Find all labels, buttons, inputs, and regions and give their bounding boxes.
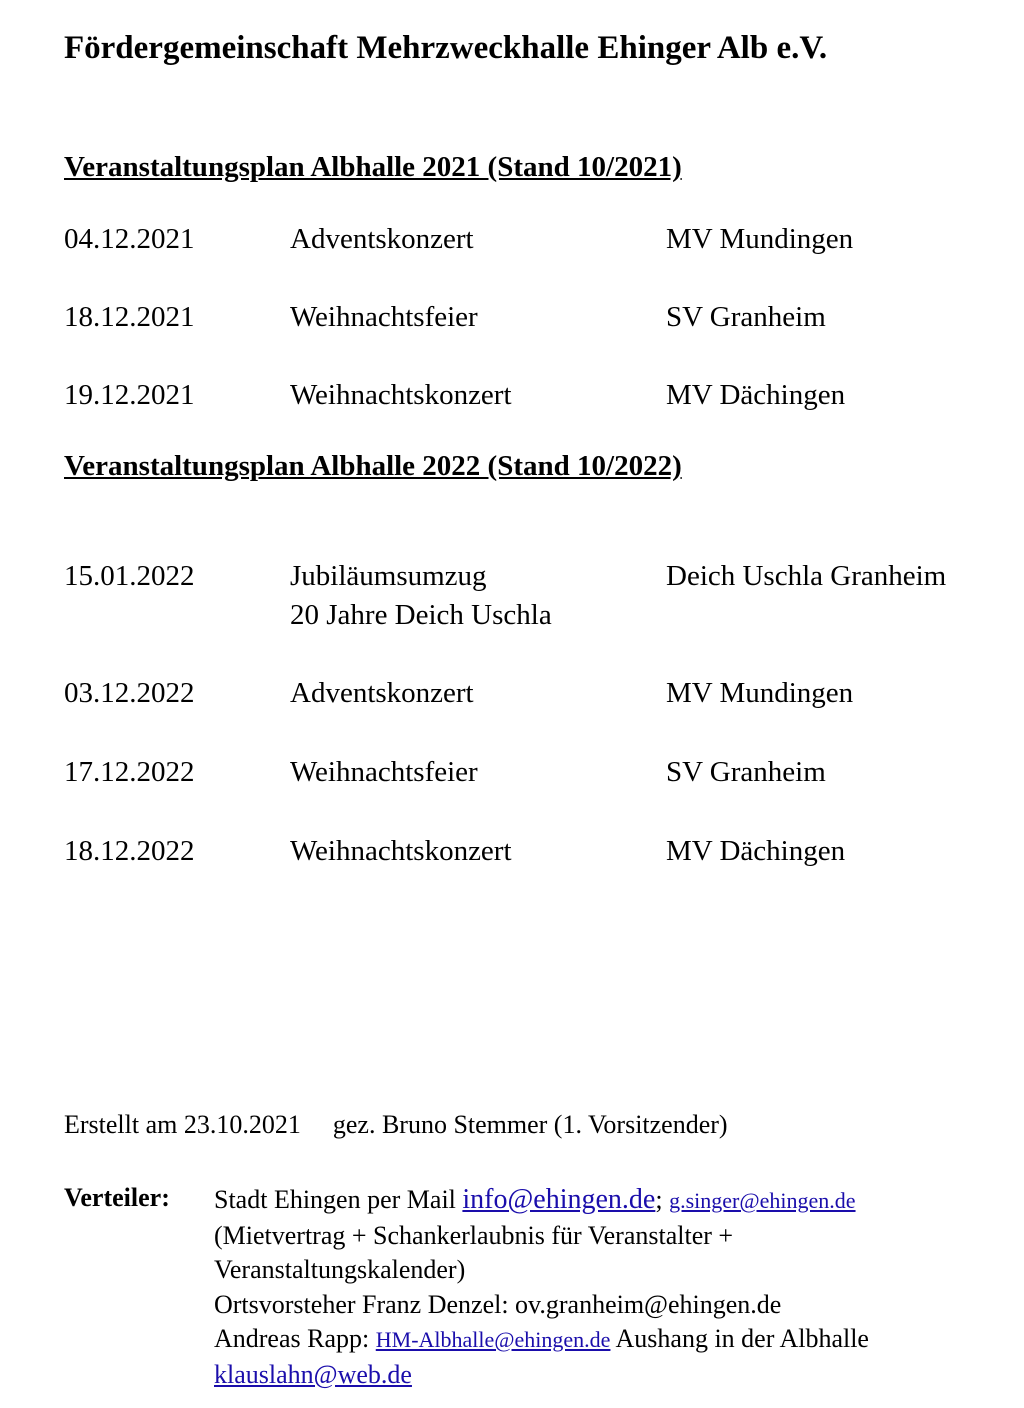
event-name: Weihnachtsfeier <box>290 301 478 333</box>
event-row <box>64 376 1024 456</box>
email-link-klauslahn[interactable]: klauslahn@web.de <box>214 1359 412 1389</box>
email-link-info[interactable]: info@ehingen.de <box>462 1184 656 1215</box>
distribution-line <box>214 1358 869 1393</box>
event-name: Adventskonzert <box>290 223 474 255</box>
event-row <box>64 832 1024 912</box>
event-organizer: SV Granheim <box>666 756 826 788</box>
distribution-line: (Mietvertrag + Schankerlaubnis für Veranstalter + <box>214 1220 734 1250</box>
created-line <box>64 1110 728 1140</box>
event-date: 15.01.2022 <box>64 560 195 592</box>
event-organizer: MV Mundingen <box>666 223 854 255</box>
event-organizer: MV Mundingen <box>666 677 854 709</box>
event-organizer: SV Granheim <box>666 301 826 333</box>
event-date: 19.12.2021 <box>64 379 195 411</box>
event-date: 18.12.2022 <box>64 835 195 867</box>
distribution-line <box>214 1322 869 1358</box>
section-heading-2022: Veranstaltungsplan Albhalle 2022 (Stand 10/2022) <box>64 450 682 482</box>
distribution-text: Stadt Ehingen per Mail <box>214 1185 463 1214</box>
event-name-line2: 20 Jahre Deich Uschla <box>290 599 552 631</box>
document-title: Fördergemeinschaft Mehrzweckhalle Ehinger Alb e.V. <box>64 30 828 66</box>
event-row <box>64 298 1024 378</box>
distribution-text: Andreas Rapp: <box>214 1324 376 1353</box>
event-name: Weihnachtsfeier <box>290 756 478 788</box>
distribution-line <box>214 1183 869 1219</box>
distribution-label: Verteiler: <box>64 1183 170 1212</box>
event-organizer: MV Dächingen <box>666 379 846 411</box>
event-organizer: Deich Uschla Granheim <box>666 560 947 592</box>
event-name: Weihnachtskonzert <box>290 835 512 867</box>
email-link-albhalle[interactable]: HM-Albhalle@ehingen.de <box>375 1327 611 1352</box>
event-row <box>64 557 1024 637</box>
event-row <box>64 674 1024 754</box>
event-date: 18.12.2021 <box>64 301 195 333</box>
event-date: 17.12.2022 <box>64 756 195 788</box>
event-name: Adventskonzert <box>290 677 474 709</box>
email-link-singer[interactable]: g.singer@ehingen.de <box>669 1188 856 1213</box>
event-date: 03.12.2022 <box>64 677 195 709</box>
event-name: Jubiläumsumzug <box>290 560 487 592</box>
distribution-line: Veranstaltungskalender) <box>214 1255 466 1284</box>
signature: gez. Bruno Stemmer (1. Vorsitzender) <box>332 1110 728 1139</box>
event-row <box>64 220 1024 300</box>
distribution-line: Ortsvorsteher Franz Denzel: ov.granheim@ehingen.de <box>214 1289 782 1319</box>
created-date: Erstellt am 23.10.2021 <box>64 1110 301 1139</box>
event-date: 04.12.2021 <box>64 223 195 255</box>
section-heading-2021: Veranstaltungsplan Albhalle 2021 (Stand 10/2021) <box>64 151 682 183</box>
separator: ; <box>655 1185 670 1214</box>
event-organizer: MV Dächingen <box>666 835 846 867</box>
event-name: Weihnachtskonzert <box>290 379 512 411</box>
event-row <box>64 753 1024 833</box>
distribution-text: Aushang in der Albhalle <box>610 1324 869 1353</box>
